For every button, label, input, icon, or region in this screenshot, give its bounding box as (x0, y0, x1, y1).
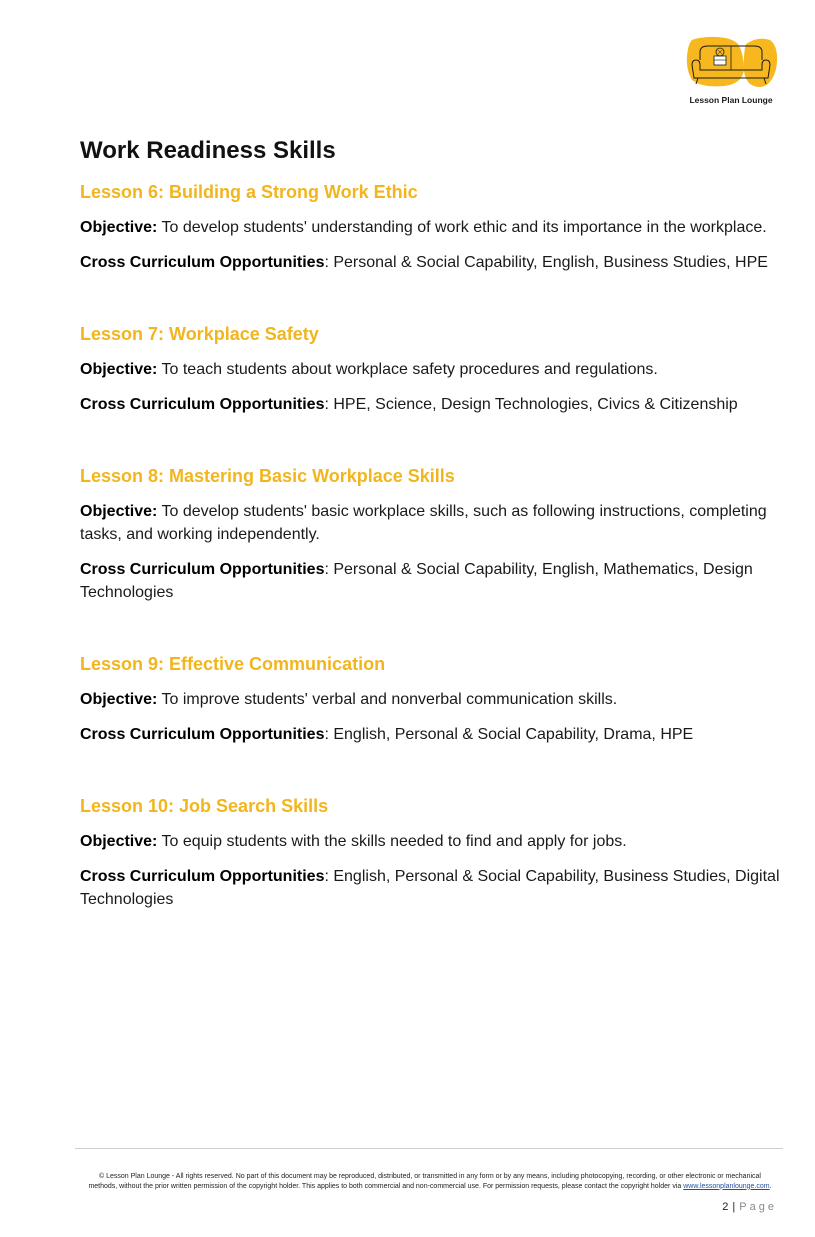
lesson-section (80, 653, 785, 746)
cross-curriculum-label: Cross Curriculum Opportunities (80, 396, 325, 413)
cross-curriculum-label: Cross Curriculum Opportunities (80, 868, 325, 885)
cross-curriculum-label: Cross Curriculum Opportunities (80, 254, 325, 271)
lesson-cross-curriculum (80, 393, 785, 416)
footer-divider (75, 1148, 783, 1149)
lesson-title: Lesson 9: Effective Communication (80, 654, 386, 674)
page-title: Work Readiness Skills (80, 137, 336, 164)
objective-label: Objective: (80, 219, 158, 236)
lesson-cross-curriculum (80, 251, 785, 274)
lesson-title: Lesson 7: Workplace Safety (80, 324, 319, 344)
objective-text: To improve students' verbal and nonverbal communication skills. (161, 691, 618, 708)
objective-text: To develop students' basic workplace skills, such as following instructions, completing tasks, and working independently. (80, 503, 767, 543)
logo-text: Lesson Plan Lounge (689, 95, 773, 105)
objective-label: Objective: (80, 503, 158, 520)
cross-curriculum-label: Cross Curriculum Opportunities (80, 561, 325, 578)
lesson-objective (80, 830, 785, 853)
lesson-title: Lesson 10: Job Search Skills (80, 796, 329, 816)
objective-label: Objective: (80, 691, 158, 708)
copyright-period: . (769, 1182, 772, 1190)
lesson-cross-curriculum (80, 723, 785, 746)
document-body (80, 136, 785, 960)
brand-logo (681, 30, 781, 110)
sofa-logo-icon (684, 34, 778, 96)
cross-curriculum-text: : English, Personal & Social Capability, Business Studies, Digital Technologies (80, 868, 780, 908)
lesson-objective (80, 358, 785, 381)
objective-label: Objective: (80, 361, 158, 378)
lesson-objective (80, 216, 785, 239)
objective-text: To teach students about workplace safety procedures and regulations. (161, 361, 658, 378)
footer-copyright (84, 1172, 776, 1191)
objective-text: To equip students with the skills needed to find and apply for jobs. (161, 833, 627, 850)
lesson-objective (80, 500, 785, 546)
lesson-title: Lesson 8: Mastering Basic Workplace Skills (80, 466, 455, 486)
lesson-section (80, 323, 785, 416)
lesson-objective (80, 688, 785, 711)
lesson-section (80, 795, 785, 911)
page-label: Page (739, 1201, 777, 1213)
lesson-title: Lesson 6: Building a Strong Work Ethic (80, 182, 418, 202)
page-number-value: 2 (722, 1201, 729, 1213)
page-number (722, 1201, 777, 1213)
copyright-text: © Lesson Plan Lounge - All rights reserved. No part of this document may be reproduced, distributed, or transmitted in any form or by any means, including photocopying, recording, or other electronic or mechanical methods, without the prior written permission of the copyright holder. This applies to both commercial and non-commercial use. For permission requests, please contact the copyright holder via (88, 1173, 761, 1190)
objective-text: To develop students' understanding of work ethic and its importance in the workplace. (161, 219, 767, 236)
page-number-separator: | (732, 1201, 736, 1213)
objective-label: Objective: (80, 833, 158, 850)
cross-curriculum-text: : Personal & Social Capability, English, Mathematics, Design Technologies (80, 561, 753, 601)
website-link[interactable]: www.lessonplanlounge.com (683, 1182, 770, 1190)
lesson-section (80, 465, 785, 604)
cross-curriculum-text: : Personal & Social Capability, English, Business Studies, HPE (324, 254, 768, 271)
cross-curriculum-text: : English, Personal & Social Capability, Drama, HPE (324, 726, 694, 743)
cross-curriculum-text: : HPE, Science, Design Technologies, Civics & Citizenship (324, 396, 738, 413)
lesson-cross-curriculum (80, 865, 785, 911)
lesson-section (80, 181, 785, 274)
cross-curriculum-label: Cross Curriculum Opportunities (80, 726, 325, 743)
lesson-cross-curriculum (80, 558, 785, 604)
